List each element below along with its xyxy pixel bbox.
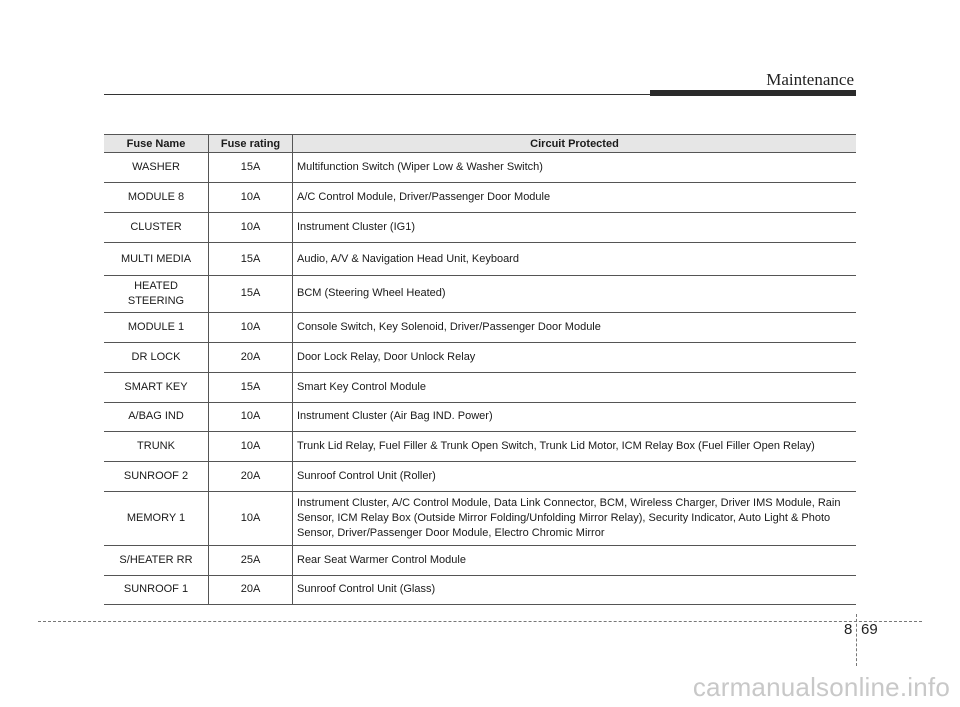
fuse-name-cell: SUNROOF 2 — [104, 461, 209, 491]
column-header-fuse-rating: Fuse rating — [209, 135, 293, 153]
chapter-number: 8 — [844, 621, 853, 638]
circuit-cell: Instrument Cluster (Air Bag IND. Power) — [293, 402, 857, 431]
circuit-cell: Trunk Lid Relay, Fuel Filler & Trunk Open Switch, Trunk Lid Motor, ICM Relay Box (Fuel Filler Open Relay) — [293, 431, 857, 461]
circuit-cell: Multifunction Switch (Wiper Low & Washer Switch) — [293, 153, 857, 183]
fuse-table — [104, 134, 856, 605]
fuse-name-cell: MULTI MEDIA — [104, 243, 209, 276]
fuse-name-cell: CLUSTER — [104, 213, 209, 243]
table-row — [104, 461, 856, 491]
table-row — [104, 183, 856, 213]
fuse-rating-cell: 10A — [209, 183, 293, 213]
fuse-name-cell: MEMORY 1 — [104, 491, 209, 545]
table-row — [104, 153, 856, 183]
fuse-name-cell: A/BAG IND — [104, 402, 209, 431]
fuse-name-cell: S/HEATER RR — [104, 545, 209, 575]
circuit-cell: Instrument Cluster, A/C Control Module, Data Link Connector, BCM, Wireless Charger, Driver IMS Module, Rain Sensor, ICM Relay Box (Outside Mirror Folding/Unfolding Mirror Relay), Security Indicator, Auto Light & Photo Sensor, Driver/Passenger Door Module, Electro Chromic Mirror — [293, 491, 857, 545]
fuse-rating-cell: 20A — [209, 575, 293, 604]
page-number-divider — [856, 614, 857, 666]
table-row — [104, 372, 856, 402]
table-row — [104, 491, 856, 545]
circuit-cell: Door Lock Relay, Door Unlock Relay — [293, 342, 857, 372]
table-row — [104, 276, 856, 313]
circuit-cell: Smart Key Control Module — [293, 372, 857, 402]
circuit-cell: Console Switch, Key Solenoid, Driver/Passenger Door Module — [293, 312, 857, 342]
fuse-name-cell: TRUNK — [104, 431, 209, 461]
footer-dashed-rule — [38, 621, 922, 622]
table-row — [104, 342, 856, 372]
fuse-rating-cell: 15A — [209, 372, 293, 402]
header-bar — [650, 90, 856, 96]
fuse-rating-cell: 25A — [209, 545, 293, 575]
circuit-cell: Audio, A/V & Navigation Head Unit, Keyboard — [293, 243, 857, 276]
circuit-cell: Instrument Cluster (IG1) — [293, 213, 857, 243]
table-row — [104, 243, 856, 276]
fuse-name-cell: MODULE 8 — [104, 183, 209, 213]
fuse-rating-cell: 10A — [209, 491, 293, 545]
circuit-cell: A/C Control Module, Driver/Passenger Door Module — [293, 183, 857, 213]
table-row — [104, 545, 856, 575]
column-header-fuse-name: Fuse Name — [104, 135, 209, 153]
table-row — [104, 431, 856, 461]
fuse-name-cell: WASHER — [104, 153, 209, 183]
fuse-rating-cell: 10A — [209, 431, 293, 461]
fuse-rating-cell: 10A — [209, 312, 293, 342]
fuse-name-cell: SUNROOF 1 — [104, 575, 209, 604]
fuse-rating-cell: 15A — [209, 276, 293, 313]
fuse-rating-cell: 15A — [209, 243, 293, 276]
fuse-name-cell: DR LOCK — [104, 342, 209, 372]
table-row — [104, 312, 856, 342]
column-header-circuit-protected: Circuit Protected — [293, 135, 857, 153]
fuse-name-cell: HEATED STEERING — [104, 276, 209, 313]
fuse-name-cell: SMART KEY — [104, 372, 209, 402]
circuit-cell: Sunroof Control Unit (Glass) — [293, 575, 857, 604]
header-rule — [104, 94, 650, 95]
page-number: 69 — [861, 621, 878, 638]
fuse-rating-cell: 15A — [209, 153, 293, 183]
table-row — [104, 575, 856, 604]
watermark: carmanualsonline.info — [692, 672, 950, 702]
circuit-cell: BCM (Steering Wheel Heated) — [293, 276, 857, 313]
fuse-rating-cell: 10A — [209, 402, 293, 431]
fuse-rating-cell: 20A — [209, 342, 293, 372]
fuse-name-cell: MODULE 1 — [104, 312, 209, 342]
circuit-cell: Rear Seat Warmer Control Module — [293, 545, 857, 575]
section-title: Maintenance — [766, 70, 854, 89]
circuit-cell: Sunroof Control Unit (Roller) — [293, 461, 857, 491]
fuse-rating-cell: 20A — [209, 461, 293, 491]
table-row — [104, 213, 856, 243]
table-header-row — [104, 135, 856, 153]
table-row — [104, 402, 856, 431]
fuse-rating-cell: 10A — [209, 213, 293, 243]
